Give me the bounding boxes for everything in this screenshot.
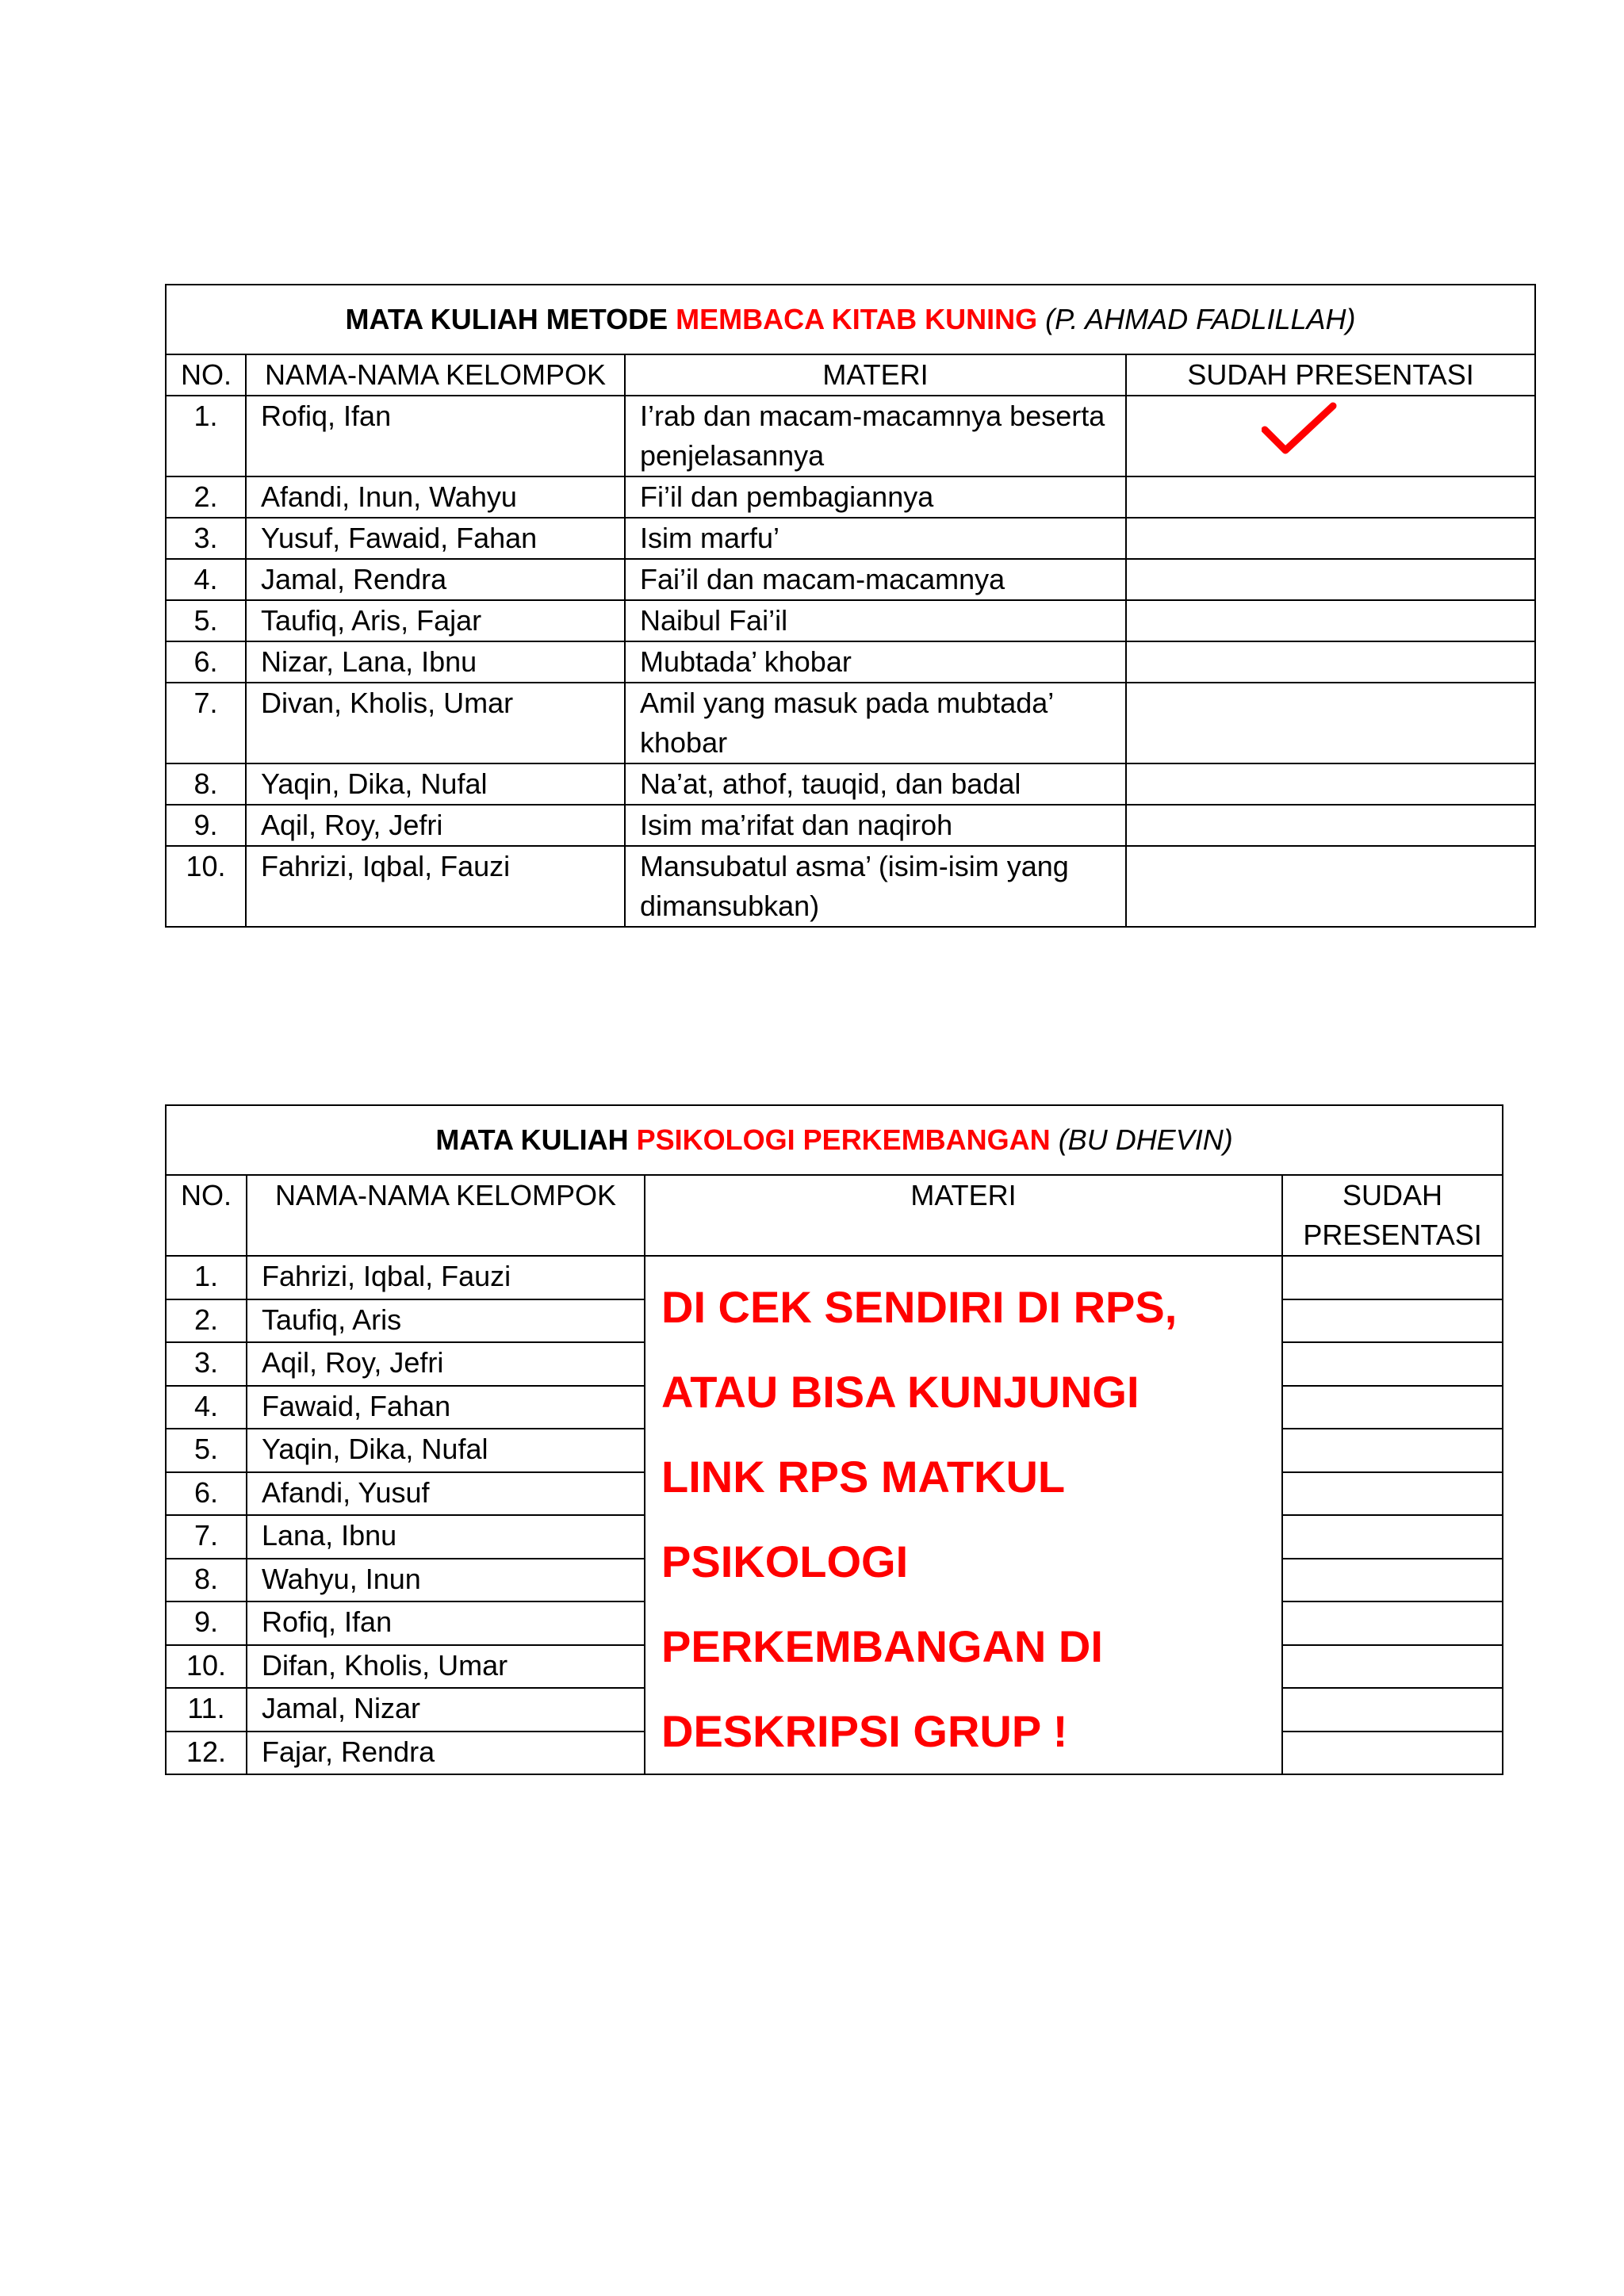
row-number: 5.	[166, 1429, 247, 1472]
row-number: 7.	[166, 683, 246, 763]
row-names: Wahyu, Inun	[247, 1559, 645, 1602]
title-highlight: PSIKOLOGI PERKEMBANGAN	[636, 1123, 1051, 1156]
row-names: Afandi, Yusuf	[247, 1472, 645, 1516]
row-status	[1282, 1256, 1503, 1299]
row-status	[1126, 396, 1535, 476]
header-status: SUDAH PRESENTASI	[1282, 1175, 1503, 1256]
row-status	[1282, 1601, 1503, 1645]
table-row	[166, 600, 1535, 641]
row-status	[1282, 1559, 1503, 1602]
row-status	[1126, 559, 1535, 600]
row-names: Taufiq, Aris, Fajar	[246, 600, 625, 641]
rps-note-line: DI CEK SENDIRI DI RPS,	[661, 1282, 1178, 1332]
row-names: Aqil, Roy, Jefri	[247, 1342, 645, 1386]
row-status	[1282, 1732, 1503, 1775]
row-status	[1126, 805, 1535, 846]
row-names: Aqil, Roy, Jefri	[246, 805, 625, 846]
row-status	[1282, 1299, 1503, 1343]
row-names: Jamal, Nizar	[247, 1688, 645, 1732]
row-status	[1282, 1645, 1503, 1689]
row-status	[1282, 1515, 1503, 1559]
row-number: 7.	[166, 1515, 247, 1559]
row-number: 8.	[166, 1559, 247, 1602]
row-number: 1.	[166, 1256, 247, 1299]
table-row	[166, 805, 1535, 846]
table-row	[166, 396, 1535, 476]
title-lecturer: (P. AHMAD FADLILLAH)	[1037, 303, 1356, 335]
table-title	[166, 1105, 1503, 1175]
row-names: Nizar, Lana, Ibnu	[246, 641, 625, 683]
row-names: Yaqin, Dika, Nufal	[246, 763, 625, 805]
row-materi: I’rab dan macam-macamnya beserta penjelasannya	[625, 396, 1126, 476]
row-names: Rofiq, Ifan	[246, 396, 625, 476]
row-names: Lana, Ibnu	[247, 1515, 645, 1559]
row-number: 11.	[166, 1688, 247, 1732]
table-row	[166, 1256, 1503, 1299]
table-row	[166, 559, 1535, 600]
table-psikologi	[165, 1104, 1503, 1775]
row-materi: Fai’il dan macam-macamnya	[625, 559, 1126, 600]
row-names: Difan, Kholis, Umar	[247, 1645, 645, 1689]
header-names: NAMA-NAMA KELOMPOK	[246, 354, 625, 396]
table-row	[166, 518, 1535, 559]
row-materi: Na’at, athof, tauqid, dan badal	[625, 763, 1126, 805]
row-number: 9.	[166, 805, 246, 846]
table-row	[166, 846, 1535, 927]
header-status: SUDAH PRESENTASI	[1126, 354, 1535, 396]
row-materi: Mansubatul asma’ (isim-isim yang dimansubkan)	[625, 846, 1126, 927]
rps-note-line: DESKRIPSI GRUP !	[661, 1706, 1068, 1756]
row-names: Taufiq, Aris	[247, 1299, 645, 1343]
row-status	[1126, 600, 1535, 641]
rps-note-line: PERKEMBANGAN DI	[661, 1621, 1103, 1671]
row-status	[1282, 1688, 1503, 1732]
row-names: Yaqin, Dika, Nufal	[247, 1429, 645, 1472]
row-number: 3.	[166, 1342, 247, 1386]
rps-note-line: LINK RPS MATKUL	[661, 1452, 1066, 1502]
title-highlight: MEMBACA KITAB KUNING	[676, 303, 1038, 335]
title-lecturer: (BU DHEVIN)	[1050, 1123, 1233, 1156]
row-status	[1282, 1472, 1503, 1516]
header-no: NO.	[166, 354, 246, 396]
row-status	[1126, 683, 1535, 763]
row-number: 3.	[166, 518, 246, 559]
row-status	[1282, 1342, 1503, 1386]
row-status	[1126, 763, 1535, 805]
row-number: 12.	[166, 1732, 247, 1775]
header-row	[166, 354, 1535, 396]
row-number: 2.	[166, 1299, 247, 1343]
row-status	[1282, 1429, 1503, 1472]
row-status	[1126, 846, 1535, 927]
row-number: 6.	[166, 1472, 247, 1516]
row-names: Yusuf, Fawaid, Fahan	[246, 518, 625, 559]
row-names: Fahrizi, Iqbal, Fauzi	[246, 846, 625, 927]
table-kitab-kuning	[165, 284, 1536, 928]
row-materi: Isim marfu’	[625, 518, 1126, 559]
row-number: 1.	[166, 396, 246, 476]
table-title	[166, 285, 1535, 354]
title-prefix: MATA KULIAH	[435, 1123, 637, 1156]
row-number: 2.	[166, 476, 246, 518]
row-number: 4.	[166, 559, 246, 600]
header-names: NAMA-NAMA KELOMPOK	[247, 1175, 645, 1256]
row-names: Fajar, Rendra	[247, 1732, 645, 1775]
row-names: Rofiq, Ifan	[247, 1601, 645, 1645]
red-checkmark-icon	[1262, 401, 1338, 457]
rps-note-line: ATAU BISA KUNJUNGI	[661, 1367, 1139, 1417]
table-row	[166, 476, 1535, 518]
row-names: Jamal, Rendra	[246, 559, 625, 600]
row-materi: Mubtada’ khobar	[625, 641, 1126, 683]
rps-note-line: PSIKOLOGI	[661, 1536, 909, 1586]
row-names: Divan, Kholis, Umar	[246, 683, 625, 763]
row-names: Fahrizi, Iqbal, Fauzi	[247, 1256, 645, 1299]
title-prefix: MATA KULIAH METODE	[345, 303, 676, 335]
row-number: 4.	[166, 1386, 247, 1429]
row-status	[1282, 1386, 1503, 1429]
row-number: 10.	[166, 1645, 247, 1689]
row-number: 5.	[166, 600, 246, 641]
row-number: 9.	[166, 1601, 247, 1645]
table-row	[166, 641, 1535, 683]
header-no: NO.	[166, 1175, 247, 1256]
table-row	[166, 763, 1535, 805]
table-row	[166, 683, 1535, 763]
header-row	[166, 1175, 1503, 1256]
rps-note	[645, 1256, 1282, 1774]
header-materi: MATERI	[625, 354, 1126, 396]
row-number: 10.	[166, 846, 246, 927]
row-status	[1126, 518, 1535, 559]
row-number: 6.	[166, 641, 246, 683]
row-materi: Naibul Fai’il	[625, 600, 1126, 641]
row-number: 8.	[166, 763, 246, 805]
row-names: Afandi, Inun, Wahyu	[246, 476, 625, 518]
row-status	[1126, 641, 1535, 683]
row-names: Fawaid, Fahan	[247, 1386, 645, 1429]
header-materi: MATERI	[645, 1175, 1282, 1256]
row-materi: Isim ma’rifat dan naqiroh	[625, 805, 1126, 846]
row-status	[1126, 476, 1535, 518]
row-materi: Amil yang masuk pada mubtada’ khobar	[625, 683, 1126, 763]
row-materi: Fi’il dan pembagiannya	[625, 476, 1126, 518]
